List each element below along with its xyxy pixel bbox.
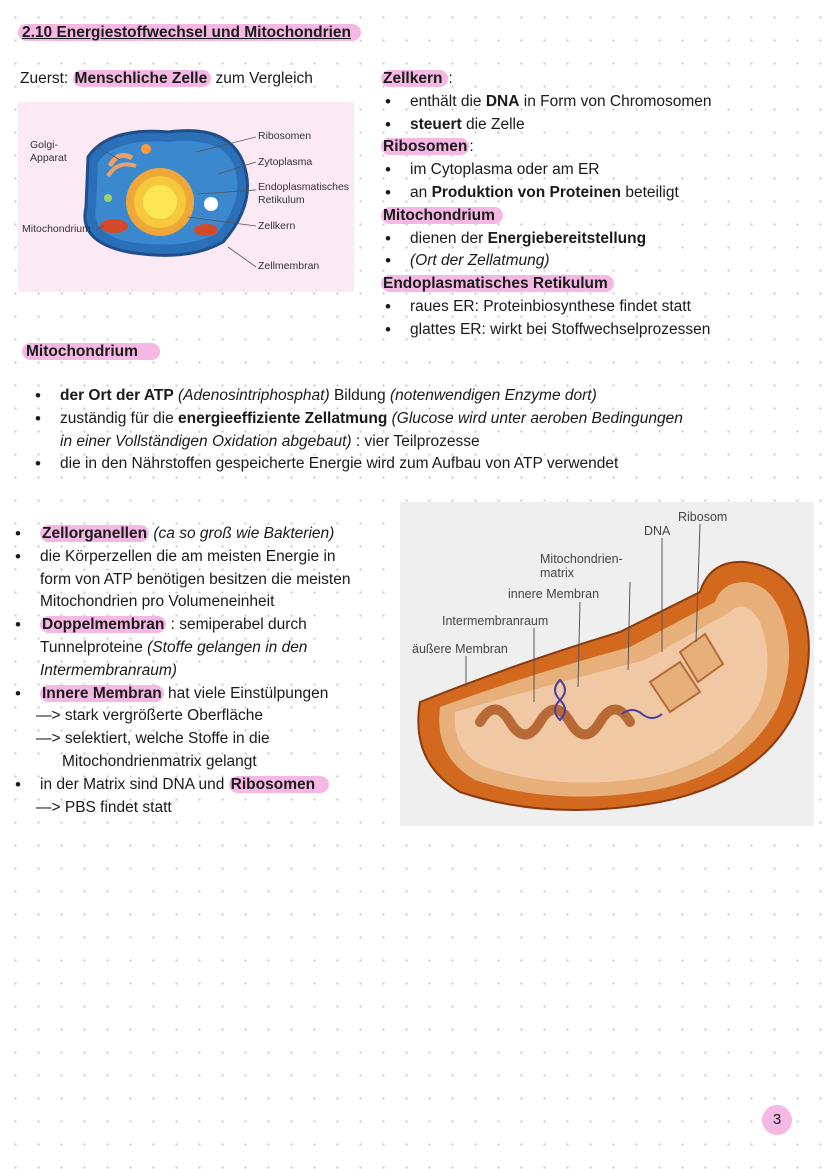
section2-bullet-2: • zuständig für die energieeffiziente Zellatmung (Glucose wird unter aeroben Bedingungen in einer Vollständigen Oxidation abgebaut) : vier Teilprozesse	[60, 408, 780, 454]
label-er: Endoplasmatisches Retikulum	[258, 181, 350, 206]
label-matrix: Mitochondrien- matrix	[540, 552, 623, 580]
er-bullet-2: • glattes ER: wirkt bei Stoffwechselprozessen	[410, 319, 821, 342]
intro-line: Zuerst: Menschliche Zelle zum Vergleich	[20, 70, 313, 87]
label-intermembranraum: Intermembranraum	[442, 614, 549, 628]
page-number: 3	[762, 1105, 792, 1135]
mitochondrium-bullet-2: • (Ort der Zellatmung)	[410, 250, 821, 273]
label-golgi: Golgi- Apparat	[30, 139, 67, 164]
ribosomen-bullet-1: • im Cytoplasma oder am ER	[410, 159, 821, 182]
zellkern-heading: Zellkern :	[383, 70, 453, 87]
right-column	[381, 68, 821, 342]
section2-bullet-3: • die in den Nährstoffen gespeicherte Energie wird zum Aufbau von ATP verwendet	[60, 453, 780, 476]
mitochondrion-figure	[400, 502, 814, 826]
er-bullet-1: • raues ER: Proteinbiosynthese findet statt	[410, 296, 821, 319]
er-heading: Endoplasmatisches Retikulum	[381, 273, 821, 296]
label-dna: DNA	[644, 524, 671, 538]
label-mitochondrium: Mitochondrium	[22, 223, 91, 235]
mitochondrion-diagram-svg	[400, 502, 814, 826]
cell-figure	[18, 102, 354, 292]
section2-bullet-1: • der Ort der ATP (Adenosintriphosphat) Bildung (notenwendigen Enzyme dort)	[60, 385, 780, 408]
lower-bullet-3: • Doppelmembran : semiperabel durch Tunnelproteine (Stoffe gelangen in den Intermembranraum)	[40, 614, 395, 682]
lower-bullet-1: • Zellorganellen (ca so groß wie Bakterien)	[40, 523, 395, 546]
label-ribosomen: Ribosomen	[258, 130, 312, 142]
mitochondrium-shape	[100, 219, 128, 233]
label-zellkern: Zellkern	[258, 220, 296, 232]
ribosomen-bullet-2: • an Produktion von Proteinen beteiligt	[410, 182, 821, 205]
mitochondrium-heading: Mitochondrium	[381, 205, 821, 228]
ribosomen-heading: Ribosomen :	[383, 138, 474, 156]
lower-bullet-4: • Innere Membran hat viele Einstülpungen —> stark vergrößerte Oberfläche —> selektiert, welche Stoffe in die Mitochondrienmatrix gelangt	[40, 683, 395, 774]
section-mitochondrium-list	[60, 385, 780, 476]
label-zellmembran: Zellmembran	[258, 260, 320, 272]
zellkern-bullet-2: • steuert die Zelle	[410, 114, 821, 137]
zellkern-bullet-1: • enthält die DNA in Form von Chromosomen	[410, 91, 821, 114]
label-zytoplasma: Zytoplasma	[258, 156, 313, 168]
mitochondrium-bullet-1: • dienen der Energiebereitstellung	[410, 228, 821, 251]
label-innere-membran: innere Membran	[508, 587, 600, 601]
lower-bullet-2: • die Körperzellen die am meisten Energie in form von ATP benötigen besitzen die meisten Mitochondrien pro Volumeneinheit	[40, 546, 395, 614]
lower-bullet-5: • in der Matrix sind DNA und Ribosomen —> PBS findet statt	[40, 774, 395, 820]
page-title: 2.10 Energiestoffwechsel und Mitochondrien	[18, 22, 361, 45]
label-aeussere-membran: äußere Membran	[412, 642, 508, 656]
section-mitochondrium-heading: Mitochondrium	[22, 341, 160, 364]
label-ribosom: Ribosom	[678, 510, 728, 524]
lower-list	[36, 523, 395, 819]
